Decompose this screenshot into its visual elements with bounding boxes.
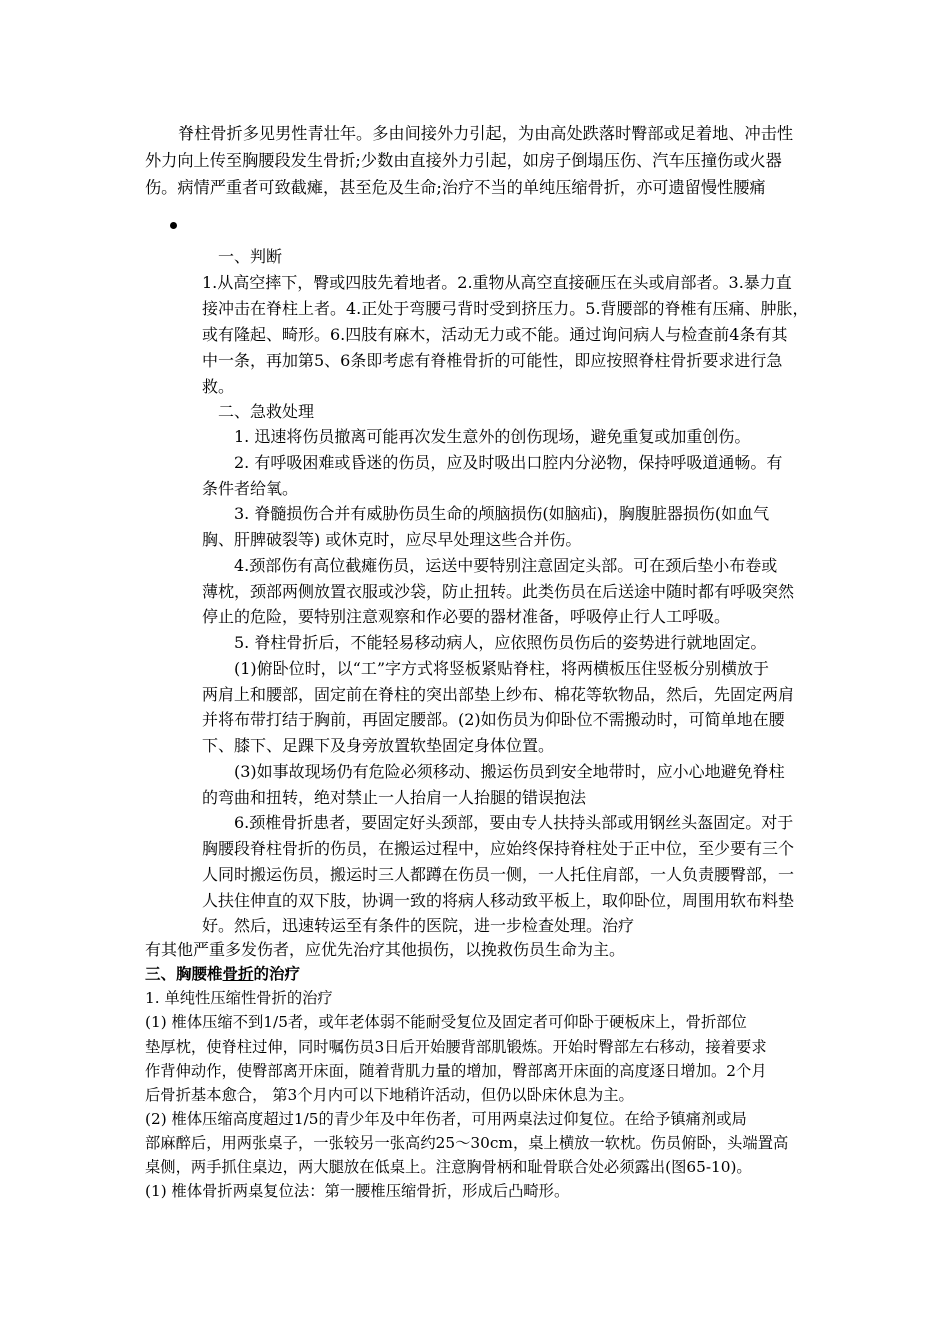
section-heading-treatment	[145, 964, 300, 984]
first-aid-line: 薄枕，颈部两侧放置衣服或沙袋，防止扭转。此类伤员在后送途中随时都有呼吸突然	[202, 582, 795, 601]
intro-line: 外力向上传至胸腰段发生骨折;少数由直接外力引起，如房子倒塌压伤、汽车压撞伤或火器	[145, 151, 782, 170]
treatment-line: 作背伸动作，使臀部离开床面，随着背肌力量的增加，臀部离开床面的高度逐日增加。2个月	[145, 1062, 767, 1080]
section-heading-judgement: 一、判断	[218, 247, 283, 266]
judgement-line: 1.从高空摔下，臀或四肢先着地者。2.重物从高空直接砸压在头或肩部者。3.暴力直	[202, 273, 792, 292]
first-aid-line: 有其他严重多发伤者，应优先治疗其他损伤，以挽救伤员生命为主。	[145, 940, 626, 959]
first-aid-line: (3)如事故现场仍有危险必须移动、搬运伤员到安全地带时，应小心地避免脊柱	[234, 762, 785, 781]
judgement-line: 或有隆起、畸形。6.四肢有麻木，活动无力或不能。通过询问病人与检查前4条有其	[202, 325, 788, 344]
first-aid-line: 2. 有呼吸困难或昏迷的伤员，应及时吸出口腔内分泌物，保持呼吸道通畅。有	[234, 453, 783, 472]
first-aid-line: 1. 迅速将伤员撤离可能再次发生意外的创伤现场，避免重复或加重创伤。	[234, 427, 751, 446]
first-aid-line: 下、膝下、足踝下及身旁放置软垫固定身体位置。	[202, 736, 555, 755]
intro-line: 脊柱骨折多见男性青壮年。多由间接外力引起，为由高处跌落时臀部或足着地、冲击性	[178, 124, 794, 143]
judgement-line: 救。	[202, 377, 235, 396]
treatment-line: 后骨折基本愈合， 第3个月内可以下地稍许活动，但仍以卧床休息为主。	[145, 1086, 634, 1104]
intro-line: 伤。病情严重者可致截瘫，甚至危及生命;治疗不当的单纯压缩骨折，亦可遗留慢性腰痛	[145, 178, 766, 197]
first-aid-line: 两肩上和腰部，固定前在脊柱的突出部垫上纱布、棉花等软物品，然后，先固定两肩	[202, 685, 795, 704]
treatment-line: (1) 椎体压缩不到1/5者，或年老体弱不能耐受复位及固定者可仰卧于硬板床上，骨折部位	[145, 1013, 747, 1031]
treatment-line: (2) 椎体压缩高度超过1/5的青少年及中年伤者，可用两桌法过仰复位。在给予镇痛剂或局	[145, 1110, 747, 1128]
first-aid-line: 并将布带打结于胸前，再固定腰部。(2)如伤员为仰卧位不需搬动时，可简单地在腰	[202, 710, 785, 729]
first-aid-line: 停止的危险，要特别注意观察和作必要的器材准备，呼吸停止行人工呼吸。	[202, 607, 731, 626]
judgement-line: 中一条，再加第5、6条即考虑有脊椎骨折的可能性，即应按照脊柱骨折要求进行急	[202, 351, 783, 370]
treatment-line: 垫厚枕，使脊柱过伸，同时嘱伤员3日后开始腰背部肌锻炼。开始时臀部左右移动，接着要求	[145, 1038, 767, 1056]
heading-underlined-term: 骨折	[222, 965, 254, 983]
first-aid-line: 人同时搬运伤员，搬运时三人都蹲在伤员一侧，一人托住肩部，一人负责腰臀部，一	[202, 865, 795, 884]
treatment-line: (1) 椎体骨折两桌复位法：第一腰椎压缩骨折，形成后凸畸形。	[145, 1182, 570, 1200]
first-aid-line: 胸腰段脊柱骨折的伤员，在搬运过程中，应始终保持脊柱处于正中位，至少要有三个	[202, 839, 795, 858]
first-aid-line: 3. 脊髓损伤合并有威胁伤员生命的颅脑损伤(如脑疝)，胸腹脏器损伤(如血气	[234, 504, 770, 523]
first-aid-line: (1)俯卧位时，以“工”字方式将竖板紧贴脊柱，将两横板压住竖板分别横放于	[234, 659, 770, 678]
treatment-line: 桌侧，两手抓住桌边，两大腿放在低桌上。注意胸骨柄和耻骨联合处必须露出(图65-10)。	[145, 1158, 752, 1176]
first-aid-line: 6.颈椎骨折患者，要固定好头颈部，要由专人扶持头部或用钢丝头盔固定。对于	[234, 813, 794, 832]
first-aid-line: 胸、肝脾破裂等) 或休克时，应尽早处理这些合并伤。	[202, 530, 582, 549]
heading-suffix: 的治疗	[253, 965, 301, 983]
first-aid-line: 4.颈部伤有高位截瘫伤员，运送中要特别注意固定头部。可在颈后垫小布卷或	[234, 556, 778, 575]
first-aid-line: 好。然后，迅速转运至有条件的医院，进一步检查处理。治疗	[202, 916, 635, 935]
judgement-line: 接冲击在脊柱上者。4.正处于弯腰弓背时受到挤压力。5.背腰部的脊椎有压痛、肿胀，	[202, 299, 809, 318]
heading-prefix: 三、胸腰椎	[145, 965, 223, 983]
first-aid-line: 人扶住伸直的双下肢，协调一致的将病人移动致平板上，取仰卧位，周围用软布料垫	[202, 891, 795, 910]
first-aid-line: 的弯曲和扭转，绝对禁止一人抬肩一人抬腿的错误抱法	[202, 788, 587, 807]
bullet-point	[170, 222, 177, 229]
treatment-line: 部麻醉后，用两张桌子，一张较另一张高约25～30cm，桌上横放一软枕。伤员俯卧，头端置高	[145, 1134, 789, 1152]
treatment-line: 1. 单纯性压缩性骨折的治疗	[145, 989, 333, 1007]
first-aid-line: 条件者给氧。	[202, 479, 299, 498]
section-heading-first-aid: 二、急救处理	[218, 402, 315, 421]
first-aid-line: 5. 脊柱骨折后，不能轻易移动病人，应依照伤员伤后的姿势进行就地固定。	[234, 633, 767, 652]
